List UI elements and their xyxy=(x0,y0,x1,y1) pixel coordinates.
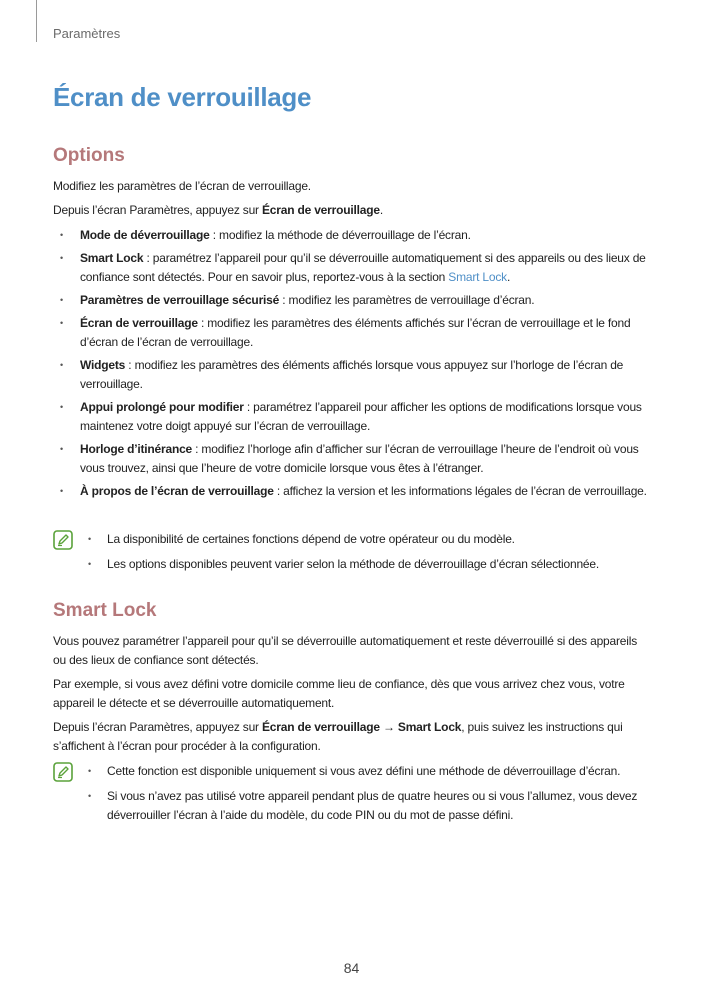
smart-lock-p3: Depuis l’écran Paramètres, appuyez sur Écran de verrouillage → Smart Lock, puis suivez les instructions qui s’affichent à l’écran pour procéder à la configuration. xyxy=(53,720,623,753)
list-item: • À propos de l’écran de verrouillage : affichez la version et les informations légales de l’écran de verrouillage. xyxy=(53,482,653,501)
options-note-list xyxy=(80,530,655,580)
page-title: Écran de verrouillage xyxy=(53,82,312,112)
smart-lock-p2: Par exemple, si vous avez défini votre domicile comme lieu de confiance, dès que vous arrivez chez vous, votre appareil le détecte et se déverrouille automatiquement. xyxy=(53,677,625,710)
options-path-target: Écran de verrouillage xyxy=(261,203,380,217)
list-item: • Horloge d’itinérance : modifiez l’horloge afin d’afficher sur l’écran de verrouillage l’heure de l’endroit où vous vous trouvez, ainsi que l’heure de votre domicile lorsque vous êtes à l’étranger. xyxy=(53,440,653,478)
list-item: • Smart Lock : paramétrez l’appareil pour qu’il se déverrouille automatiquement si des appareils ou des lieux de confiance sont détectés. Pour en savoir plus, reportez-vous à la section Smart Lock. xyxy=(53,249,653,287)
list-item: • Si vous n’avez pas utilisé votre appareil pendant plus de quatre heures ou si vous l’allumez, vous devez déverrouiller l’écran à l’aide du modèle, du code PIN ou du mot de passe défini. xyxy=(80,787,655,825)
list-item: • La disponibilité de certaines fonctions dépend de votre opérateur ou du modèle. xyxy=(80,530,655,549)
options-path: Depuis l’écran Paramètres, appuyez sur Écran de verrouillage. xyxy=(53,203,383,217)
note-pencil-icon xyxy=(53,530,73,550)
page-number: 84 xyxy=(343,960,360,976)
list-item: • Appui prolongé pour modifier : paramétrez l’appareil pour afficher les options de modifications lorsque vous maintenez votre doigt appuyé sur l’écran de verrouillage. xyxy=(53,398,653,436)
options-list xyxy=(53,226,653,505)
header-section-label: Paramètres xyxy=(53,26,121,41)
list-item: • Mode de déverrouillage : modifiez la méthode de déverrouillage de l’écran. xyxy=(53,226,653,245)
smart-lock-link[interactable]: Smart Lock xyxy=(448,270,507,284)
options-intro: Modifiez les paramètres de l’écran de verrouillage. xyxy=(53,179,311,193)
note-pencil-icon xyxy=(53,762,73,782)
smart-lock-p1: Vous pouvez paramétrer l’appareil pour qu’il se déverrouille automatiquement et reste déverrouillé si des appareils ou des lieux de confiance sont détectés. xyxy=(53,634,638,667)
header-divider xyxy=(36,0,37,42)
list-item: • Widgets : modifiez les paramètres des éléments affichés lorsque vous appuyez sur l’horloge de l’écran de verrouillage. xyxy=(53,356,653,394)
smart-lock-heading: Smart Lock xyxy=(53,600,157,621)
list-item: • Écran de verrouillage : modifiez les paramètres des éléments affichés sur l’écran de verrouillage et le fond d’écran de l’écran de verrouillage. xyxy=(53,314,653,352)
list-item: • Paramètres de verrouillage sécurisé : modifiez les paramètres de verrouillage d’écran. xyxy=(53,291,653,310)
smart-lock-note-list xyxy=(80,762,655,831)
list-item: • Les options disponibles peuvent varier selon la méthode de déverrouillage d’écran sélectionnée. xyxy=(80,555,655,574)
options-heading: Options xyxy=(53,145,125,166)
list-item: • Cette fonction est disponible uniquement si vous avez défini une méthode de déverrouillage d’écran. xyxy=(80,762,655,781)
